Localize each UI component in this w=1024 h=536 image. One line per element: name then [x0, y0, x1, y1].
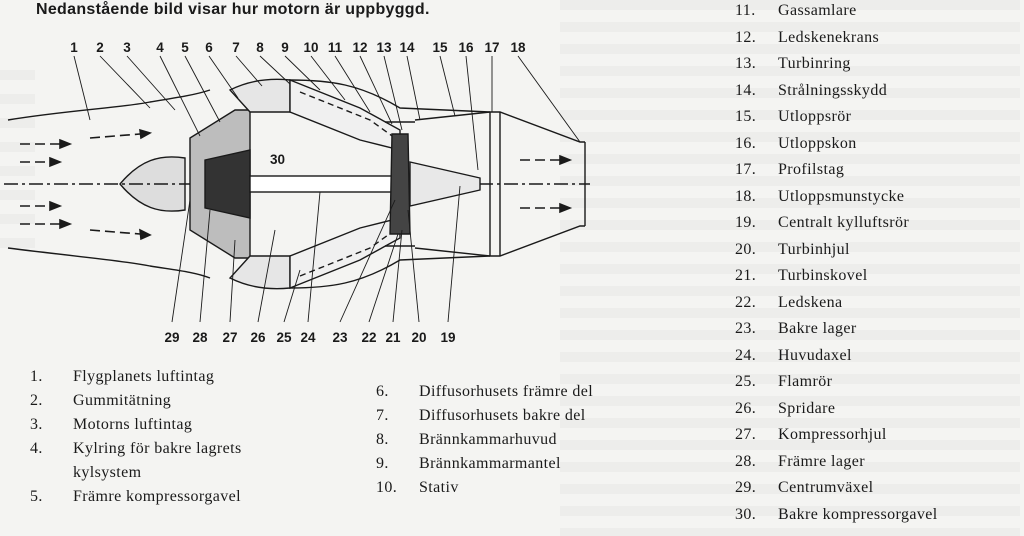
- callout-number: 20: [411, 330, 427, 345]
- legend-text: Bakre kompressorgavel: [778, 505, 938, 523]
- callout-number: 26: [250, 330, 266, 345]
- arrow-icon: [20, 202, 60, 210]
- callout-number: 16: [458, 40, 474, 55]
- callout-number: 27: [222, 330, 238, 345]
- legend-number: 5.: [30, 488, 43, 505]
- legend-item: [376, 477, 593, 501]
- legend-left-column: [30, 366, 242, 510]
- engine-cross-section-diagram: [0, 50, 600, 330]
- callout-number: 6: [205, 40, 213, 55]
- callout-number: 7: [232, 40, 240, 55]
- legend-number: 27.: [735, 426, 757, 443]
- legend-number: 3.: [30, 416, 43, 433]
- legend-item: [735, 292, 938, 319]
- legend-number: 11.: [735, 2, 756, 19]
- legend-number: 30.: [735, 505, 757, 523]
- intro-caption: Nedanstående bild visar hur motorn är uppbyggd.: [36, 1, 430, 18]
- callout-number: 14: [399, 40, 415, 55]
- legend-text: Turbinhjul: [778, 240, 850, 258]
- legend-number: 10.: [376, 479, 398, 496]
- legend-item: [735, 265, 938, 292]
- legend-text: kylsystem: [73, 464, 142, 481]
- legend-item: [735, 424, 938, 451]
- callout-number: 10: [303, 40, 319, 55]
- legend-number: 20.: [735, 240, 757, 258]
- legend-item: [735, 239, 938, 266]
- legend-number: 1.: [30, 368, 43, 385]
- intake-lower-wall: [8, 248, 210, 278]
- legend-right-column: [735, 0, 938, 530]
- callout-number: 18: [510, 40, 526, 55]
- legend-number: 15.: [735, 108, 757, 125]
- arrow-icon: [90, 230, 150, 239]
- legend-text: Brännkammarhuvud: [419, 431, 557, 448]
- callout-number: 28: [192, 330, 208, 345]
- legend-number: 2.: [30, 392, 43, 409]
- legend-item: [30, 486, 242, 510]
- legend-number: 24.: [735, 346, 757, 364]
- legend-number: 8.: [376, 431, 389, 448]
- legend-item: [735, 159, 938, 186]
- legend-text: Turbinring: [778, 55, 851, 72]
- legend-item: [735, 371, 938, 398]
- callout-number: 24: [300, 330, 316, 345]
- diffuser-lower: [230, 256, 290, 289]
- legend-item: [735, 80, 938, 107]
- legend-item: [735, 504, 938, 531]
- callout-number: 12: [352, 40, 368, 55]
- legend-text: Flygplanets luftintag: [73, 368, 215, 385]
- legend-text: Turbinskovel: [778, 267, 868, 284]
- legend-item: [735, 398, 938, 425]
- legend-number: 4.: [30, 440, 43, 457]
- legend-text: Diffusorhusets bakre del: [419, 407, 586, 424]
- arrow-icon: [520, 156, 570, 164]
- legend-number: 6.: [376, 383, 389, 400]
- legend-text: Bakre lager: [778, 320, 857, 337]
- callout-number: 1: [70, 40, 78, 55]
- legend-number: 26.: [735, 399, 757, 417]
- legend-number: 18.: [735, 187, 757, 205]
- compressor-core: [205, 150, 250, 218]
- legend-number: 19.: [735, 214, 757, 231]
- legend-text: Strålningsskydd: [778, 81, 888, 99]
- callout-number: 23: [332, 330, 348, 345]
- callout-30: 30: [270, 152, 286, 167]
- callout-number: 22: [361, 330, 377, 345]
- legend-text: Utloppsrör: [778, 108, 852, 125]
- callout-number: 4: [156, 40, 164, 55]
- callout-number: 15: [432, 40, 448, 55]
- legend-text: Ledskenekrans: [778, 28, 880, 46]
- callout-number: 11: [327, 40, 343, 55]
- legend-text: Diffusorhusets främre del: [419, 383, 594, 400]
- legend-number: 23.: [735, 320, 757, 337]
- callout-number: 3: [123, 40, 131, 55]
- legend-number: 25.: [735, 373, 757, 390]
- callout-number: 21: [385, 330, 401, 345]
- legend-text: Främre lager: [778, 452, 865, 470]
- legend-item: [735, 477, 938, 504]
- main-shaft: [250, 176, 400, 192]
- legend-text: Centralt kylluftsrör: [778, 214, 910, 231]
- legend-number: 7.: [376, 407, 389, 424]
- legend-text: Centrumväxel: [778, 479, 874, 496]
- legend-text: Kompressorhjul: [778, 426, 887, 443]
- legend-number: 28.: [735, 452, 757, 470]
- legend-item: [735, 27, 938, 54]
- legend-item: [376, 381, 593, 405]
- legend-number: 12.: [735, 28, 757, 46]
- legend-item: [30, 414, 242, 438]
- legend-number: 9.: [376, 455, 389, 472]
- turbine-wheel: [390, 134, 410, 234]
- legend-item: [30, 462, 242, 486]
- legend-text: Stativ: [419, 479, 459, 496]
- arrow-icon: [20, 140, 70, 148]
- legend-item: [735, 212, 938, 239]
- legend-item: [376, 405, 593, 429]
- arrow-icon: [90, 130, 150, 138]
- legend-item: [30, 366, 242, 390]
- callout-number: 19: [440, 330, 456, 345]
- legend-number: [30, 462, 73, 486]
- callout-number: 9: [281, 40, 289, 55]
- legend-item: [735, 53, 938, 80]
- legend-item: [735, 0, 938, 27]
- callout-number: 25: [276, 330, 292, 345]
- legend-text: Brännkammarmantel: [419, 455, 561, 472]
- legend-text: Profilstag: [778, 161, 845, 178]
- legend-item: [735, 451, 938, 478]
- legend-number: 14.: [735, 81, 757, 99]
- legend-middle-column: [376, 381, 593, 501]
- callout-number: 17: [484, 40, 500, 55]
- legend-item: [735, 318, 938, 345]
- legend-number: 21.: [735, 267, 757, 284]
- legend-text: Huvudaxel: [778, 346, 852, 364]
- legend-item: [376, 453, 593, 477]
- legend-text: Gummitätning: [73, 392, 172, 409]
- legend-item: [735, 345, 938, 372]
- legend-text: Gassamlare: [778, 2, 857, 19]
- legend-number: 17.: [735, 161, 757, 178]
- arrow-icon: [20, 158, 60, 166]
- legend-text: Utloppskon: [778, 134, 857, 152]
- legend-text: Flamrör: [778, 373, 833, 390]
- combustor-upper: [290, 80, 400, 150]
- legend-item: [735, 186, 938, 213]
- arrow-icon: [20, 220, 70, 228]
- legend-text: Spridare: [778, 399, 836, 417]
- legend-number: 29.: [735, 479, 757, 496]
- legend-text: Utloppsmunstycke: [778, 187, 905, 205]
- legend-item: [735, 133, 938, 160]
- legend-text: Främre kompressorgavel: [73, 488, 242, 505]
- callout-number: 8: [256, 40, 264, 55]
- legend-number: 13.: [735, 55, 757, 72]
- legend-item: [30, 438, 242, 462]
- legend-item: [376, 429, 593, 453]
- callout-number: 5: [181, 40, 189, 55]
- callout-number: 13: [376, 40, 392, 55]
- legend-item: [735, 106, 938, 133]
- legend-text: Motorns luftintag: [73, 416, 193, 433]
- legend-item: [30, 390, 242, 414]
- arrow-icon: [520, 204, 570, 212]
- callout-number: 29: [164, 330, 180, 345]
- legend-number: 22.: [735, 293, 757, 311]
- exhaust-cone: [410, 162, 480, 206]
- callout-number: 2: [96, 40, 104, 55]
- legend-number: 16.: [735, 134, 757, 152]
- legend-text: Kylring för bakre lagrets: [73, 440, 242, 457]
- legend-text: Ledskena: [778, 293, 843, 311]
